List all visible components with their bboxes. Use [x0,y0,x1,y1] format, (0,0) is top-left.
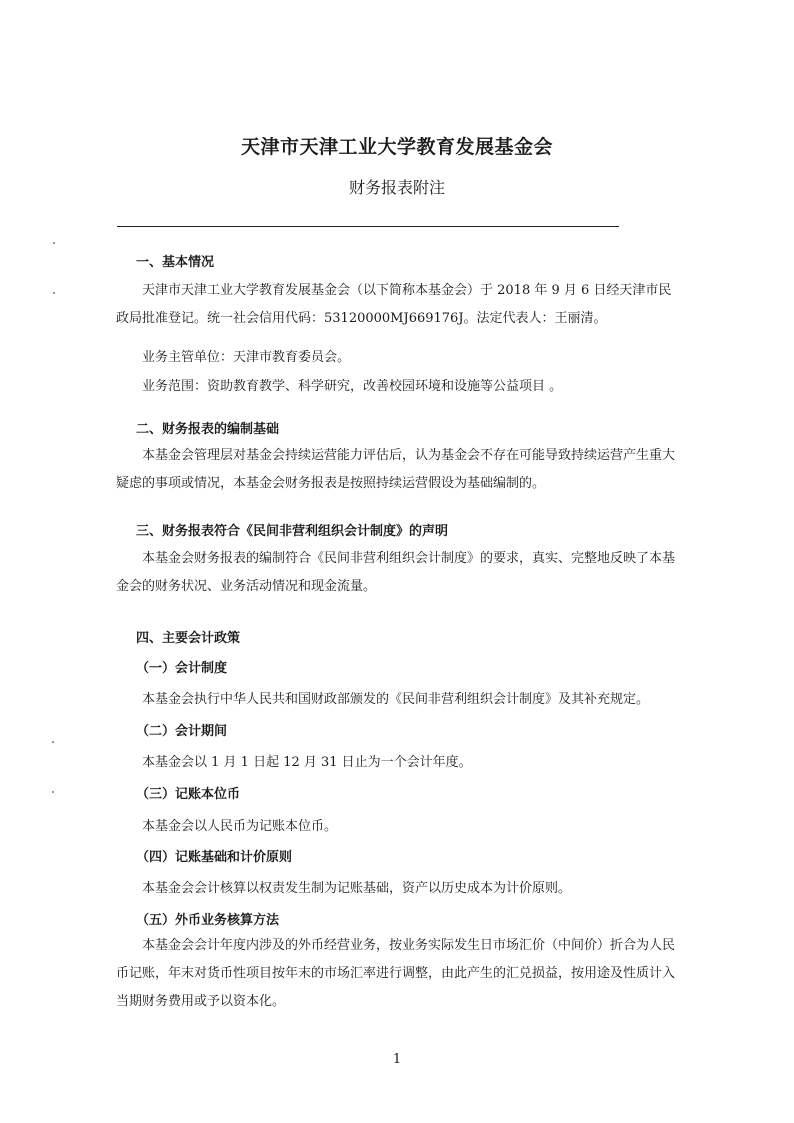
document-subtitle: 财务报表附注 [348,178,445,197]
page-number: 1 [392,1052,402,1067]
subsection-5-heading: （五）外币业务核算方法 [136,913,280,928]
section-1-heading: 一、基本情况 [136,255,215,270]
subsection-4-text: 本基金会会计核算以权责发生制为记账基础，资产以历史成本为计价原则。 [142,881,572,896]
section-2-paragraph: 本基金会管理层对基金会持续运营能力评估后，认为基金会不存在可能导致持续运营产生重大疑虑的事项或情况，本基金会财务报表是按照持续运营假设为基础编制的。 [116,448,676,491]
section-4-heading: 四、主要会计政策 [136,631,241,646]
title-divider [117,226,619,227]
subsection-3-heading: （三）记账本位币 [136,787,241,802]
scan-speck [53,292,55,294]
subsection-3-text: 本基金会以人民币为记账本位币。 [142,819,338,834]
subsection-5-text: 本基金会会计年度内涉及的外币经营业务，按业务实际发生日市场汇价（中间价）折合为人民币记账，年末对货币性项目按年末的市场汇率进行调整，由此产生的汇兑损益，按用途及性质计入当期财务费用或予以资本化。 [116,938,676,1009]
scan-speck [53,242,55,244]
subsection-1-text: 本基金会执行中华人民共和国财政部颁发的《民间非营利组织会计制度》及其补充规定。 [142,692,650,707]
subsection-1-heading: （一）会计制度 [136,661,228,676]
section-1-paragraph-1: 天津市天津工业大学教育发展基金会（以下简称本基金会）于 2018 年 9 月 6 日经天津市民政局批准登记。统一社会信用代码：53120000MJ669176J。法定代表人：王丽清。 [116,283,672,326]
scan-speck [52,741,54,743]
section-3-heading: 三、财务报表符合《民间非营利组织会计制度》的声明 [136,524,449,539]
section-2-heading: 二、财务报表的编制基础 [136,422,280,437]
section-3-paragraph: 本基金会财务报表的编制符合《民间非营利组织会计制度》的要求，真实、完整地反映了本基金会的财务状况、业务活动情况和现金流量。 [116,551,676,594]
subsection-2-heading: （二）会计期间 [136,724,228,739]
subsection-2-text: 本基金会以 1 月 1 日起 12 月 31 日止为一个会计年度。 [142,755,472,770]
scan-speck [52,791,54,793]
subsection-4-heading: （四）记账基础和计价原则 [136,850,293,865]
section-1-paragraph-3: 业务范围：资助教育教学、科学研究，改善校园环境和设施等公益项目 。 [142,379,563,394]
section-1-paragraph-2: 业务主管单位：天津市教育委员会。 [142,350,351,365]
document-title: 天津市天津工业大学教育发展基金会 [240,136,553,158]
